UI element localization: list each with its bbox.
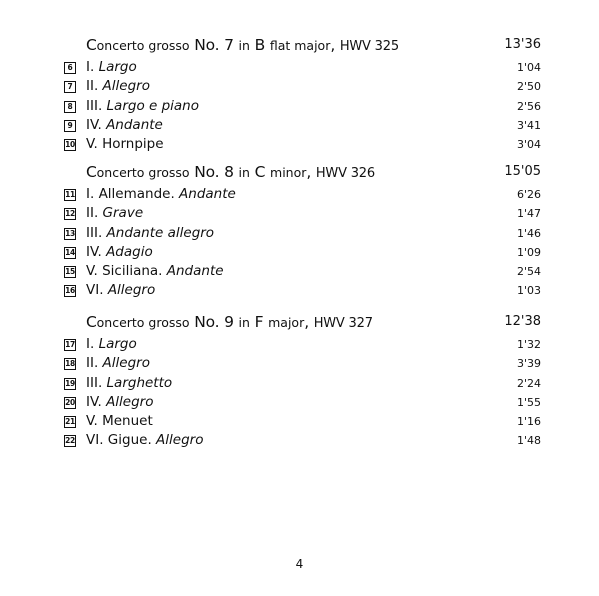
- movement-title: VI. Gigue. Allegro: [86, 432, 204, 449]
- track-number: 12: [65, 209, 75, 219]
- track-duration: 3'41: [516, 118, 541, 132]
- track-row: [64, 135, 541, 154]
- track-duration: 1'48: [516, 434, 541, 448]
- movement-title: II. Grave: [86, 205, 144, 222]
- track-row: [64, 116, 541, 135]
- movement-title: IV. Allegro: [86, 393, 154, 410]
- work-total-duration: 12'38: [504, 314, 541, 329]
- movement-title: I. Largo: [86, 59, 137, 75]
- work-title: Concerto grosso No. 9 in F major, HWV 327: [86, 313, 373, 331]
- track-number: 20: [65, 397, 75, 407]
- movement-title: VI. Allegro: [86, 282, 156, 299]
- track-row: [64, 262, 541, 281]
- track-duration: 3'04: [516, 138, 541, 152]
- track-duration: 2'56: [516, 99, 541, 113]
- track-number: 11: [65, 190, 75, 199]
- movement-title: III. Largo e piano: [86, 97, 200, 114]
- work-heading: [86, 163, 541, 185]
- track-row: [64, 431, 541, 450]
- track-duration: 2'54: [516, 265, 541, 279]
- movement-title: II. Allegro: [86, 78, 150, 95]
- track-duration: 1'46: [516, 226, 541, 240]
- track-number: 8: [64, 101, 76, 113]
- track-row: [64, 243, 541, 262]
- track-number: 10: [65, 140, 75, 150]
- movement-title: V. Hornpipe: [86, 136, 164, 153]
- track-number: 13: [65, 228, 75, 238]
- track-duration: 1'04: [516, 61, 541, 74]
- movement-title: I. Largo: [86, 336, 137, 352]
- movement-title: IV. Adagio: [86, 243, 153, 260]
- track-number: 6: [64, 62, 76, 74]
- track-row: [64, 335, 541, 354]
- track-duration: 2'24: [516, 376, 541, 390]
- track-row: [64, 77, 541, 96]
- work-heading: [86, 313, 541, 335]
- movement-title: I. Allemande. Andante: [86, 186, 236, 202]
- work-total-duration: 15'05: [504, 164, 541, 179]
- track-duration: 3'39: [516, 357, 541, 371]
- work-block: [64, 36, 541, 154]
- track-number: 18: [65, 359, 75, 369]
- track-number: 7: [64, 81, 76, 93]
- track-number: 22: [65, 436, 75, 446]
- track-row: [64, 374, 541, 393]
- track-duration: 1'47: [516, 207, 541, 221]
- track-row: [64, 354, 541, 373]
- track-row: [64, 281, 541, 300]
- track-duration: 1'55: [516, 395, 541, 409]
- track-duration: 1'32: [516, 338, 541, 351]
- track-number: 9: [64, 120, 76, 132]
- movement-title: II. Allegro: [86, 355, 150, 372]
- movement-title: III. Andante allegro: [86, 224, 215, 241]
- track-number: 21: [65, 417, 75, 427]
- movement-title: V. Menuet: [86, 413, 153, 430]
- page-number: 4: [295, 557, 304, 571]
- track-row: [64, 224, 541, 243]
- track-duration: 6'26: [516, 188, 541, 201]
- movement-title: IV. Andante: [86, 116, 163, 133]
- track-row: [64, 412, 541, 431]
- track-number: 19: [65, 378, 75, 388]
- track-duration: 1'16: [516, 415, 541, 429]
- track-row: [64, 185, 541, 204]
- work-total-duration: 13'36: [504, 37, 541, 52]
- track-row: [64, 58, 541, 77]
- track-row: [64, 204, 541, 223]
- track-number: 16: [65, 286, 75, 296]
- movement-title: V. Siciliana. Andante: [86, 263, 224, 280]
- work-title: Concerto grosso No. 7 in B flat major, HWV 325: [86, 36, 399, 54]
- work-title: Concerto grosso No. 8 in C minor, HWV 326: [86, 163, 375, 181]
- track-number: 15: [65, 267, 75, 277]
- track-number: 14: [65, 247, 75, 257]
- track-number: 17: [65, 340, 75, 349]
- movement-title: III. Larghetto: [86, 374, 173, 391]
- track-duration: 1'03: [516, 284, 541, 298]
- track-duration: 1'09: [516, 245, 541, 259]
- track-row: [64, 97, 541, 116]
- work-block: [64, 313, 541, 451]
- track-row: [64, 393, 541, 412]
- track-duration: 2'50: [516, 80, 541, 94]
- work-heading: [86, 36, 541, 58]
- work-block: [64, 163, 541, 301]
